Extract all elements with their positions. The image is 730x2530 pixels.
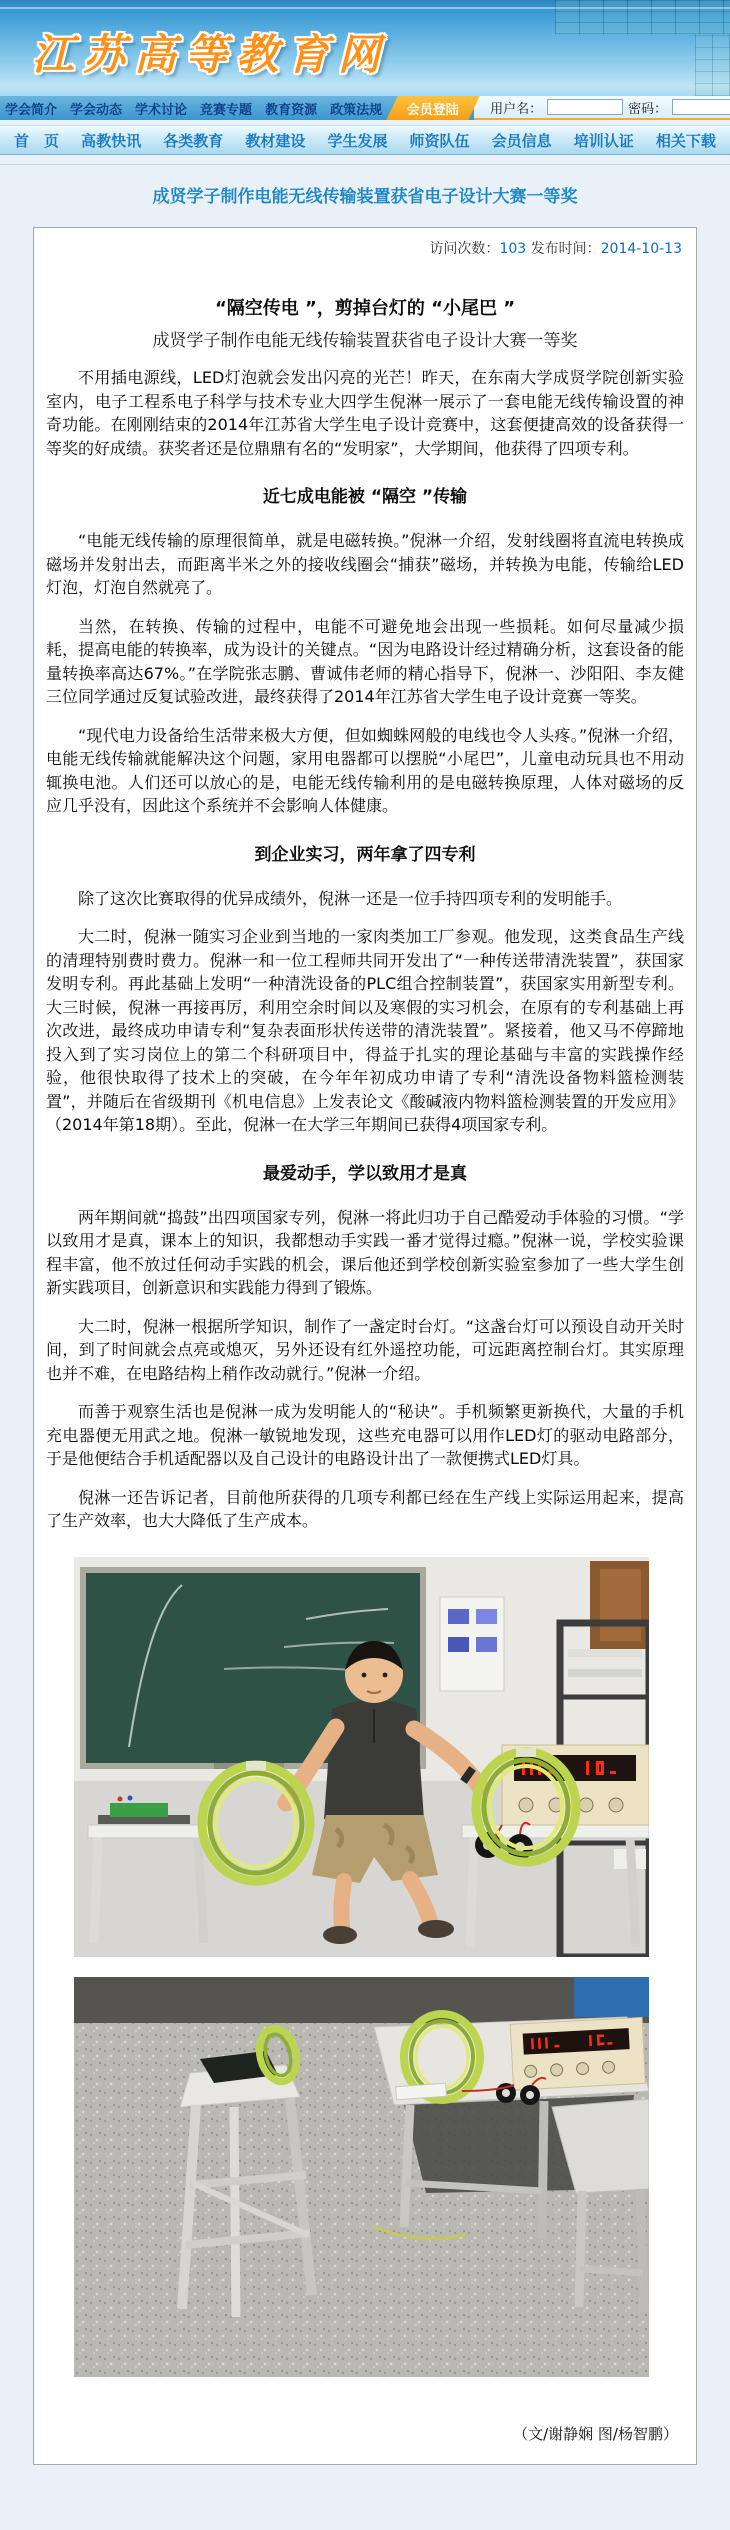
article-container: [33, 227, 697, 2465]
article-paragraph: 不用插电源线，LED灯泡就会发出闪亮的光芒！昨天，在东南大学成贤学院创新实验室内，电子工程系电子科学与技术专业大四学生倪淋一展示了一套电能无线传输设置的神奇功能。在刚刚结束的2014年江苏省大学生电子设计竞赛中，这套便捷高效的设备获得一等奖的好成绩。获奖者还是位鼎鼎有名的“发明家”，大学期间，他获得了四项专利。: [46, 368, 684, 458]
nav-item-society-intro[interactable]: 学会简介: [5, 102, 58, 118]
section-heading: 到企业实习，两年拿了四专利: [254, 844, 476, 865]
publish-date: 2014-10-13: [600, 241, 682, 257]
member-login-label: 会员登陆: [407, 102, 460, 118]
member-login-button[interactable]: [386, 96, 480, 120]
article-byline: （文/谢静娴 图/杨智鹏）: [513, 2424, 678, 2443]
nav-item-home[interactable]: 首 页: [14, 131, 60, 150]
article-paragraph: 当然，在转换、传输的过程中，电能不可避免地会出现一些损耗。如何尽量减少损耗，提高电能的转换率，成为设计的关键点。“因为电路设计经过精确分析，这套设备的能量转换率高达67%。”在学院张志鹏、曹诚伟老师的精心指导下，倪淋一、沙阳阳、李友健三位同学通过反复试验改进，最终获得了2014年江苏省大学生电子设计竞赛一等奖。: [46, 616, 684, 706]
visits-count: 103: [499, 241, 527, 257]
page-title: 成贤学子制作电能无线传输装置获省电子设计大赛一等奖: [152, 187, 578, 207]
nav-item-downloads[interactable]: 相关下载: [655, 131, 716, 150]
article-paragraph: 倪淋一还告诉记者，目前他所获得的几项专利都已经在生产线上实际运用起来，提高了生产效率，也大大降低了生产成本。: [46, 1487, 684, 1530]
site-banner: [0, 0, 730, 96]
article-photo-1: [74, 1557, 649, 1957]
site-logo: 江苏高等教育网: [32, 30, 390, 79]
nav-item-higher-ed-news[interactable]: 高教快讯: [81, 131, 142, 150]
username-label: 用户名：: [490, 101, 543, 117]
article-paragraph: 两年期间就“捣鼓”出四项国家专列，倪淋一将此归功于自己酷爱动手体验的习惯。“学以致用才是真，课本上的知识，我都想动手实践一番才觉得过瘾。”倪淋一说，学校实验课程丰富，他不放过任何动手实践的机会，课后他还到学校创新实验室参加了一些大学生创新实践项目，创新意识和实践能力得到了锻炼。: [46, 1207, 684, 1297]
article-paragraph: 而善于观察生活也是倪淋一成为发明能人的“秘诀”。手机频繁更新换代，大量的手机充电器便无用武之地。倪淋一敏锐地发现，这些充电器可以用作LED灯的驱动电路部分，于是他便结合手机适配器以及自己设计的电路设计出了一款便携式LED灯具。: [46, 1402, 684, 1468]
article-title-bar: [0, 155, 730, 227]
nav-item-training-certification[interactable]: 培训认证: [573, 131, 634, 150]
nav-item-competition-special[interactable]: 竞赛专题: [200, 102, 253, 118]
primary-nav-menu: [0, 96, 382, 120]
article-paragraph: “电能无线传输的原理很简单，就是电磁转换。”倪淋一介绍，发射线圈将直流电转换成磁场并发射出去，而距离半米之外的接收线圈会“捕获”磁场，并转换为电能，传输给LED灯泡，灯泡自然就亮了。: [46, 531, 684, 597]
visits-label: 访问次数：: [429, 241, 500, 257]
article-paragraph: “现代电力设备给生活带来极大方便，但如蜘蛛网般的电线也令人头疼。”倪淋一介绍，电能无线传输就能解决这个问题，家用电器都可以摆脱“小尾巴”，儿童电动玩具也不用动辄换电池。人们还可以放心的是，电能无线传输利用的是电磁转换原理，人体对磁场的反应几乎没有，因此这个系统并不会影响人体健康。: [46, 725, 684, 815]
nav-item-education-resources[interactable]: 教育资源: [265, 102, 318, 118]
article-subheadline: 成贤学子制作电能无线传输装置获省电子设计大赛一等奖: [152, 331, 578, 351]
nav-item-member-info[interactable]: 会员信息: [491, 131, 552, 150]
nav-item-academic-discussion[interactable]: 学术讨论: [135, 102, 188, 118]
nav-item-policies-regulations[interactable]: 政策法规: [330, 102, 383, 118]
nav-item-faculty-team[interactable]: 师资队伍: [409, 131, 470, 150]
login-form: [474, 96, 730, 120]
article-photo-2: [74, 1977, 649, 2377]
banner-grid-decoration: [695, 34, 730, 96]
article-headline: “隔空传电 ”，剪掉台灯的 “小尾巴 ”: [214, 298, 516, 319]
article-meta: [46, 236, 684, 258]
publish-label: 发布时间：: [530, 241, 601, 257]
banner-grid-decoration: [555, 0, 730, 34]
secondary-nav: [0, 125, 730, 155]
username-input[interactable]: [547, 99, 623, 115]
nav-item-student-development[interactable]: 学生发展: [327, 131, 388, 150]
nav-item-education-types[interactable]: 各类教育: [163, 131, 224, 150]
section-heading: 近七成电能被 “隔空 ”传输: [262, 487, 468, 507]
article-paragraph: 大二时，倪淋一根据所学知识，制作了一盏定时台灯。“这盏台灯可以预设自动开关时间，到了时间就会点亮或熄灭，另外还设有红外遥控功能，可远距离控制台灯。其实原理也并不难，在电路结构上稍作改动就行。”倪淋一介绍。: [46, 1316, 684, 1383]
password-label: 密码：: [628, 101, 668, 117]
primary-nav: [0, 96, 730, 120]
article-paragraph: 大二时，倪淋一随实习企业到当地的一家肉类加工厂参观。他发现，这类食品生产线的清理特别费时费力。倪淋一和一位工程师共同开发出了“一种传送带清洗装置”，获国家发明专利。再此基础上发明“一种清洗设备的PLC组合控制装置”，获国家实用新型专利。大三时候，倪淋一再接再厉，利用空余时间以及寒假的实习机会，在原有的专利基础上再次改进，最终成功申请专利“复杂表面形状传送带的清洗装置”。紧接着，他又马不停蹄地投入到了实习岗位上的第二个科研项目中，得益于扎实的理论基础与丰富的实践操作经验，他很快取得了技术上的突破，在今年年初成功申请了专利“清洗设备物料篮检测装置”，并随后在省级期刊《机电信息》上发表论文《酸碱液内物料篮检测装置的开发应用》（2014年第18期）。至此，倪淋一在大学三年期间已获得4项国家专利。: [46, 927, 684, 1134]
title-divider: [0, 155, 730, 165]
nav-item-textbook-construction[interactable]: 教材建设: [245, 131, 306, 150]
article-paragraph: 除了这次比赛取得的优异成绩外，倪淋一还是一位手持四项专利的发明能手。: [78, 888, 623, 908]
password-input[interactable]: [672, 99, 730, 115]
nav-item-society-news[interactable]: 学会动态: [70, 102, 123, 118]
section-heading: 最爱动手，学以致用才是真: [263, 1163, 467, 1184]
